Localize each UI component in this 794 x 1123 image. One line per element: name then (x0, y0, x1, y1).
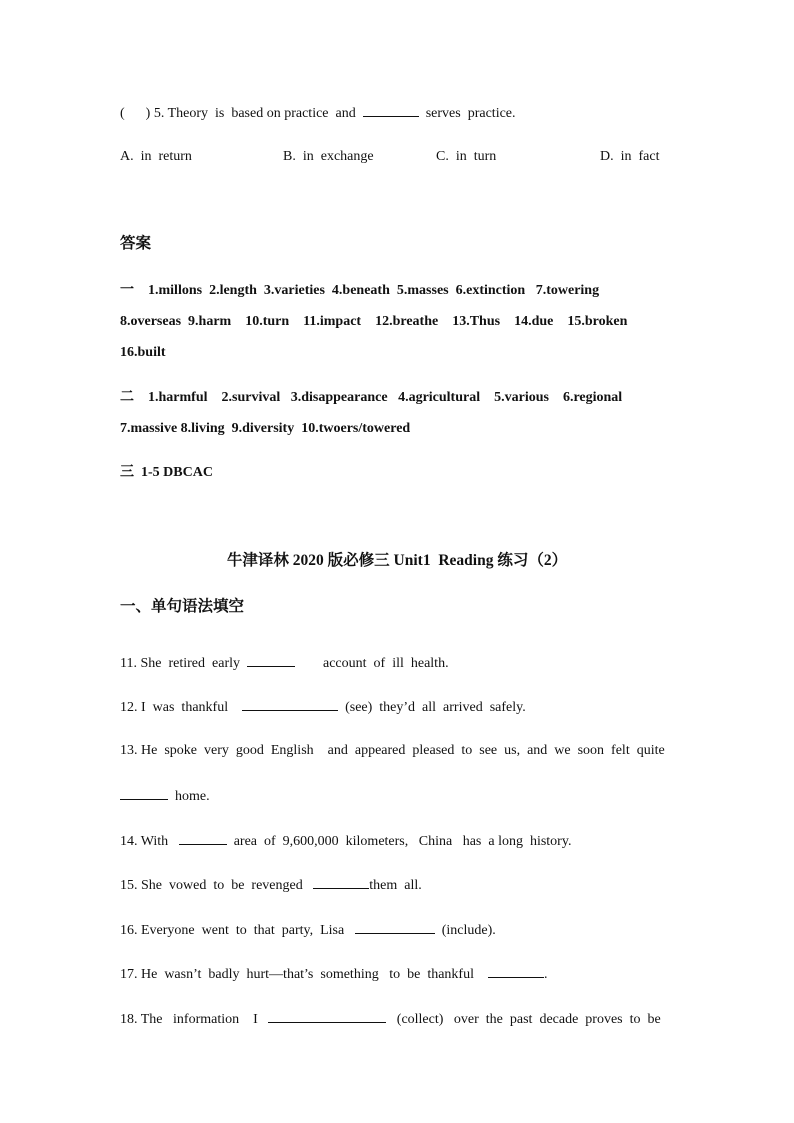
question-16-after: (include). (434, 923, 496, 938)
question-17-after: . (543, 967, 548, 982)
question-13-after: home. (168, 789, 210, 804)
question-13-line1: 13. He spoke very good English and appeared pleased to see us, and we soon felt quite (120, 743, 665, 758)
question-16 (120, 919, 496, 941)
question-15-after: them all. (369, 878, 422, 893)
answers-part3: 三 1-5 DBCAC (120, 465, 213, 480)
option-a: A. in return (120, 149, 192, 164)
question-11 (120, 652, 449, 674)
answers-title: 答案 (120, 235, 152, 252)
answers-part2-line1: 二 1.harmful 2.survival 3.disappearance 4.agricultural 5.various 6.regional (120, 390, 623, 405)
question-13-line2 (120, 785, 210, 807)
answer-blank (242, 696, 338, 711)
answer-blank (355, 919, 435, 934)
question-18 (120, 1008, 661, 1030)
question-14-before: 14. With (120, 834, 179, 849)
answer-blank (363, 102, 419, 117)
option-b: B. in exchange (283, 149, 374, 164)
question-12 (120, 696, 526, 718)
question-5-stem-before: ( ) 5. Theory is based on practice and (120, 106, 363, 121)
question-11-before: 11. She retired early (120, 656, 247, 671)
answer-blank (313, 874, 369, 889)
question-18-after: (collect) over the past decade proves to be (386, 1012, 661, 1027)
option-d: D. in fact (600, 149, 660, 164)
answer-blank (268, 1008, 386, 1023)
answer-blank (488, 963, 544, 978)
question-5-stem-after: serves practice. (418, 106, 516, 121)
question-18-before: 18. The information I (120, 1012, 269, 1027)
question-14 (120, 830, 571, 852)
question-11-after: account of ill health. (295, 656, 449, 671)
answer-blank (179, 830, 227, 845)
question-17 (120, 963, 547, 985)
question-15 (120, 874, 422, 896)
question-16-before: 16. Everyone went to that party, Lisa (120, 923, 355, 938)
question-15-before: 15. She vowed to be revenged (120, 878, 314, 893)
answers-part1-line2: 8.overseas 9.harm 10.turn 11.impact 12.breathe 13.Thus 14.due 15.broken (120, 314, 628, 329)
section-title: 牛津译林 2020 版必修三 Unit1 Reading 练习（2） (226, 552, 568, 569)
question-17-before: 17. He wasn’t badly hurt—that’s something to be thankful (120, 967, 488, 982)
answers-part1-line1: 一 1.millons 2.length 3.varieties 4.beneath 5.masses 6.extinction 7.towering (120, 283, 600, 298)
question-5 (120, 102, 516, 124)
answers-part2-line2: 7.massive 8.living 9.diversity 10.twoers/towered (120, 421, 411, 436)
question-12-before: 12. I was thankful (120, 700, 243, 715)
question-14-after: area of 9,600,000 kilometers, China has a long history. (226, 834, 572, 849)
section-subtitle: 一、单句语法填空 (120, 598, 245, 615)
answer-blank (247, 652, 295, 667)
answers-part1-line3: 16.built (120, 345, 166, 360)
question-12-after: (see) they’d all arrived safely. (338, 700, 526, 715)
answer-blank (120, 785, 168, 800)
option-c: C. in turn (436, 149, 497, 164)
